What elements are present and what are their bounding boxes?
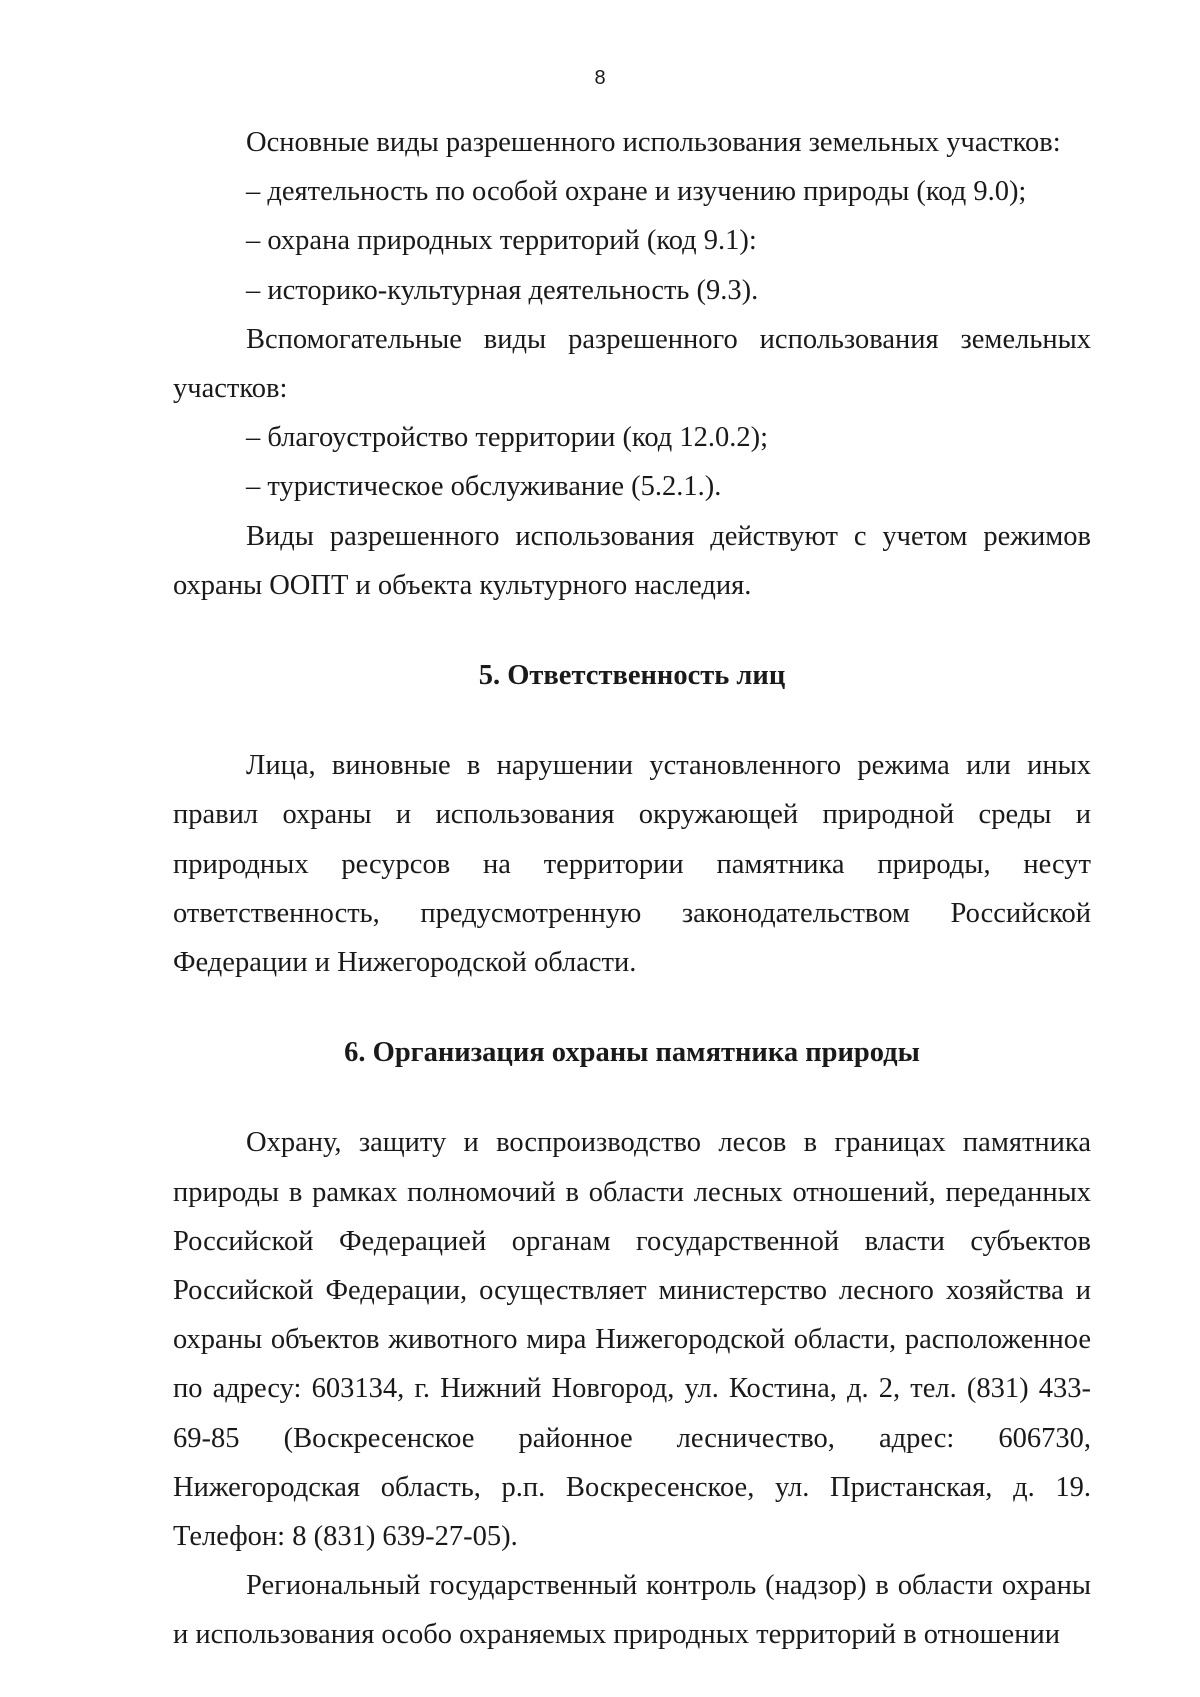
land-use-note: Виды разрешенного использования действуют с учетом режимов охраны ООПТ и объекта культурного наследия. bbox=[173, 520, 1091, 601]
aux-uses-intro: Вспомогательные виды разрешенного использования земельных участков: bbox=[173, 323, 1091, 405]
section-6-heading: 6. Организация охраны памятника природы bbox=[344, 1037, 920, 1069]
main-uses-intro: Основные виды разрешенного использования земельных участков: bbox=[246, 127, 1061, 158]
document-body bbox=[173, 118, 1091, 1660]
section-5-heading: 5. Ответственность лиц bbox=[478, 660, 786, 692]
page-number: 8 bbox=[594, 67, 606, 89]
section-5-paragraph: Лица, виновные в нарушении установленного режима или иных правил охраны и использования окружающей природной среды и природных ресурсов на территории памятника природы, несут ответственность, предусмотренную законодательством Российской Федерации и Нижегородской области. bbox=[173, 750, 1091, 979]
section-6-paragraph-2: Региональный государственный контроль (надзор) в области охраны и использования особо охраняемых природных территорий в отношении bbox=[173, 1570, 1091, 1651]
main-use-item: – историко-культурная деятельность (9.3). bbox=[246, 274, 759, 306]
section-6-paragraph-1: Охрану, защиту и воспроизводство лесов в границах памятника природы в рамках полномочий в области лесных отношений, переданных Российской Федерацией органам государственной власти субъектов Российской Федерации, осуществляет министерство лесного хозяйства и охраны объектов животного мира Нижегородской области, расположенное по адресу: 603134, г. Нижний Новгород, ул. Костина, д. 2, тел. (831) 433-69-85 (Воскресенское районное лесничество, адрес: 606730, Нижегородская область, р.п. Воскресенское, ул. Пристанская, д. 19. Телефон: 8 (831) 639-27-05). bbox=[173, 1127, 1091, 1553]
aux-use-item: – благоустройство территории (код 12.0.2); bbox=[246, 422, 769, 454]
main-use-item: – охрана природных территорий (код 9.1): bbox=[246, 225, 757, 257]
main-use-item: – деятельность по особой охране и изучению природы (код 9.0); bbox=[246, 176, 1027, 208]
aux-use-item: – туристическое обслуживание (5.2.1.). bbox=[246, 471, 722, 503]
